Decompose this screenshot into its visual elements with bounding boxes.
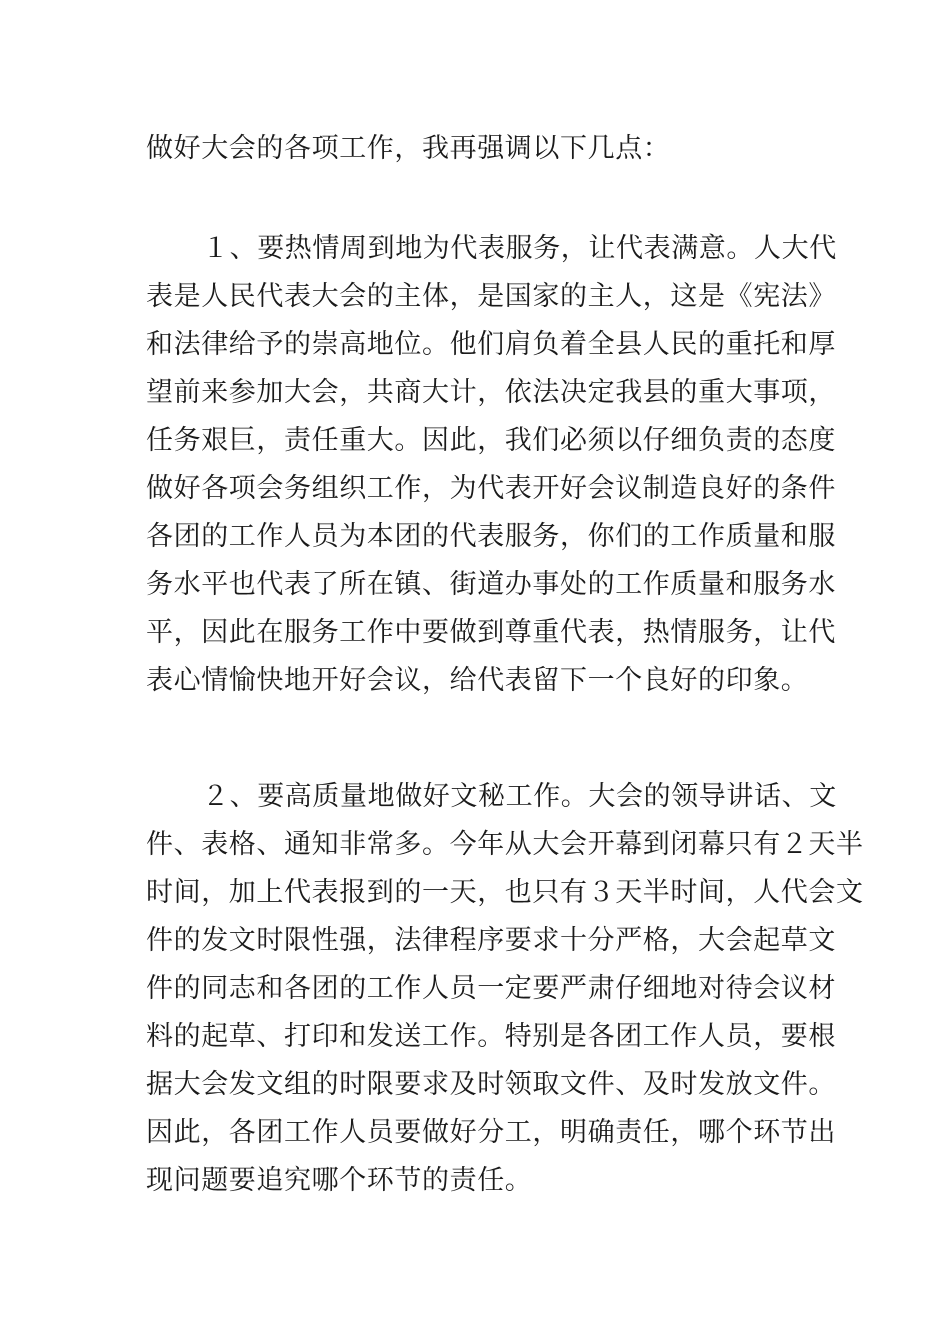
point2-line-6: 料的起草、打印和发送工作。特别是各团工作人员，要根 xyxy=(146,1021,836,1052)
point1-line-2: 表是人民代表大会的主体，是国家的主人，这是《宪法》 xyxy=(146,281,836,312)
point1-line-10: 表心情愉快地开好会议，给代表留下一个良好的印象。 xyxy=(146,665,809,696)
point1-line-6: 做好各项会务组织工作，为代表开好会议制造良好的条件 xyxy=(146,473,836,504)
point2-line-4: 件的发文时限性强，法律程序要求十分严格，大会起草文 xyxy=(146,925,836,956)
intro-line: 做好大会的各项工作，我再强调以下几点： xyxy=(146,133,671,164)
point1-line-3: 和法律给予的崇高地位。他们肩负着全县人民的重托和厚 xyxy=(146,329,836,360)
point1-line-7: 各团的工作人员为本团的代表服务，你们的工作质量和服 xyxy=(146,521,836,552)
point2-line-1: ２、要高质量地做好文秘工作。大会的领导讲话、文 xyxy=(202,781,837,812)
point2-line-8: 因此，各团工作人员要做好分工，明确责任，哪个环节出 xyxy=(146,1117,836,1148)
point2-line-5: 件的同志和各团的工作人员一定要严肃仔细地对待会议材 xyxy=(146,973,836,1004)
point1-line-8: 务水平也代表了所在镇、街道办事处的工作质量和服务水 xyxy=(146,569,836,600)
point1-line-9: 平，因此在服务工作中要做到尊重代表，热情服务，让代 xyxy=(146,617,836,648)
point1-line-1: １、要热情周到地为代表服务，让代表满意。人大代 xyxy=(202,233,837,264)
point2-line-2: 件、表格、通知非常多。今年从大会开幕到闭幕只有２天半 xyxy=(146,829,864,860)
point2-line-7: 据大会发文组的时限要求及时领取文件、及时发放文件。 xyxy=(146,1069,836,1100)
point2-line-3: 时间，加上代表报到的一天，也只有３天半时间，人代会文 xyxy=(146,877,864,908)
point1-line-4: 望前来参加大会，共商大计，依法决定我县的重大事项， xyxy=(146,377,836,408)
point1-line-5: 任务艰巨，责任重大。因此，我们必须以仔细负责的态度 xyxy=(146,425,836,456)
point2-line-9: 现问题要追究哪个环节的责任。 xyxy=(146,1165,533,1196)
